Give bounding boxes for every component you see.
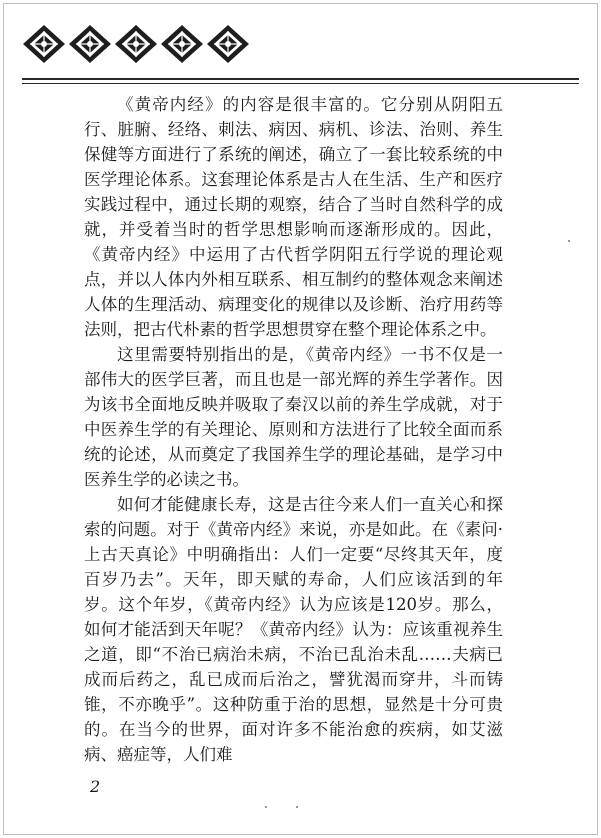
diamond-lattice-ornament-icon bbox=[68, 24, 112, 64]
header-rule-thick bbox=[22, 78, 579, 80]
page-number: 2 bbox=[90, 777, 101, 796]
diamond-lattice-ornament-icon bbox=[160, 24, 204, 64]
scan-speck bbox=[296, 806, 298, 808]
body-text bbox=[84, 92, 503, 767]
diamond-lattice-ornament-icon bbox=[22, 24, 66, 64]
scan-speck bbox=[265, 806, 267, 808]
header-ornament bbox=[22, 24, 250, 64]
diamond-lattice-ornament-icon bbox=[114, 24, 158, 64]
paragraph-2: 这里需要特别指出的是，《黄帝内经》一书不仅是一部伟大的医学巨著，而且也是一部光辉的养生学著作。因为该书全面地反映并吸取了秦汉以前的养生学成就，对于中医养生学的有关理论、原则和方法进行了比较全面而系统的论述，从而奠定了我国养生学的理论基础，是学习中医养生学的必读之书。 bbox=[84, 345, 503, 489]
scan-speck bbox=[568, 240, 570, 242]
diamond-lattice-ornament-icon bbox=[206, 24, 250, 64]
paragraph-1: 《黄帝内经》的内容是很丰富的。它分别从阴阳五行、脏腑、经络、刺法、病因、病机、诊法、治则、养生保健等方面进行了系统的阐述，确立了一套比较系统的中医学理论体系。这套理论体系是古人在生活、生产和医疗实践过程中，通过长期的观察，结合了当时自然科学的成就，并受着当时的哲学思想影响而逐渐形成的。因此，《黄帝内经》中运用了古代哲学阴阳五行学说的理论观点，并以人体内外相互联系、相互制约的整体观念来阐述人体的生理活动、病理变化的规律以及诊断、治疗用药等法则，把古代朴素的哲学思想贯穿在整个理论体系之中。 bbox=[84, 95, 503, 339]
header-rule-thin bbox=[22, 83, 579, 84]
paragraph-3: 如何才能健康长寿，这是古往今来人们一直关心和探索的问题。对于《黄帝内经》来说，亦是如此。在《素问·上古天真论》中明确指出：人们一定要“尽终其天年，度百岁乃去”。天年，即天赋的寿命，人们应该活到的年岁。这个年岁，《黄帝内经》认为应该是120岁。那么，如何才能活到天年呢？《黄帝内经》认为：应该重视养生之道，即“不治已病治未病，不治已乱治未乱……夫病已成而后药之，乱已成而后治之，譬犹渴而穿井，斗而铸锥，不亦晚乎”。这种防重于治的思想，显然是十分可贵的。在当今的世界，面对许多不能治愈的疾病，如艾滋病、癌症等，人们难 bbox=[84, 495, 503, 764]
